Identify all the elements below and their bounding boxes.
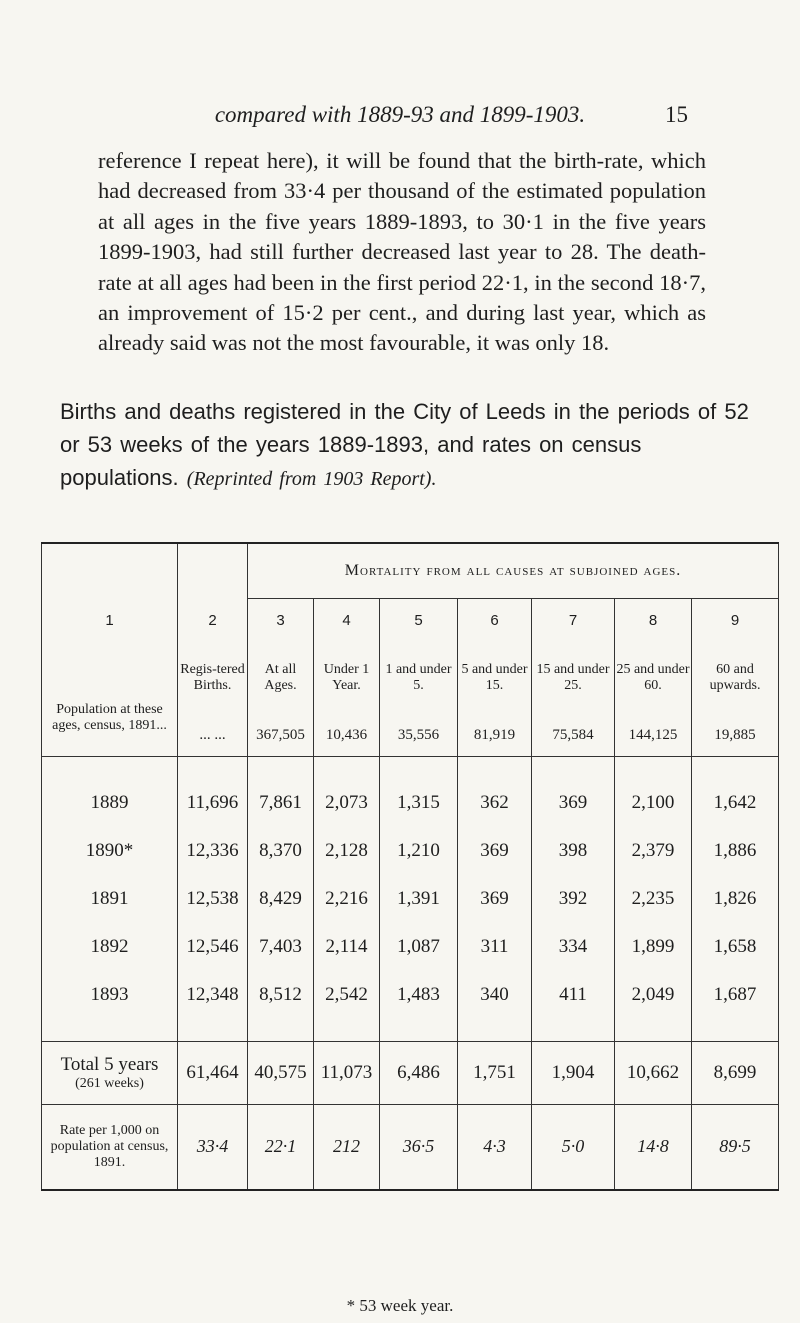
table-cell: 12,538 <box>178 875 248 923</box>
table-cell: 12,348 <box>178 971 248 1042</box>
rate-cell: 5·0 <box>532 1104 615 1190</box>
total-cell: 61,464 <box>178 1041 248 1104</box>
table-cell: 2,128 <box>314 827 380 875</box>
row-year: 1889 <box>42 756 178 827</box>
body-paragraph: reference I repeat here), it will be found that the birth-rate, which had decreased from 33·4 per thousand of the estimated population at all ages in the five years 1889-1893, to 30·1 in the five years 1899-1903, had still further decreased last year to 28. The death-rate at all ages had been in the first period 22·1, in the second 18·7, an improvement of 15·2 per cent., and during last year, which as already said was not the most favourable, it was only 18. <box>98 148 706 356</box>
footnote: * 53 week year. <box>346 1296 454 1315</box>
table-cell: 340 <box>458 971 532 1042</box>
table-cell: 369 <box>532 756 615 827</box>
col-label: 60 and upwards. <box>692 629 779 727</box>
table-cell: 1,826 <box>692 875 779 923</box>
table-cell: 12,546 <box>178 923 248 971</box>
table-cell: 2,235 <box>615 875 692 923</box>
table-cell: 12,336 <box>178 827 248 875</box>
col-label: 15 and under 25. <box>532 629 615 727</box>
table-cell: 369 <box>458 827 532 875</box>
page-number: 15 <box>665 102 688 127</box>
table-cell: 7,403 <box>248 923 314 971</box>
table-cell: 2,049 <box>615 971 692 1042</box>
population-value: 81,919 <box>458 727 532 744</box>
col-label: 1 and under 5. <box>380 629 458 727</box>
empty-header-cell <box>178 543 248 598</box>
table-cell: 1,658 <box>692 923 779 971</box>
col-number: 1 <box>42 598 178 629</box>
total-cell: 10,662 <box>615 1041 692 1104</box>
table-cell: 11,696 <box>178 756 248 827</box>
rate-cell: 89·5 <box>692 1104 779 1190</box>
mortality-header: Mortality from all causes at subjoined ages. <box>248 543 779 598</box>
population-value: 144,125 <box>615 727 692 744</box>
table-cell: 8,429 <box>248 875 314 923</box>
table-cell: 1,087 <box>380 923 458 971</box>
population-value: ... ... <box>178 727 248 744</box>
total-cell: 11,073 <box>314 1041 380 1104</box>
table-cell: 2,542 <box>314 971 380 1042</box>
population-value: 35,556 <box>380 727 458 744</box>
row-year: 1892 <box>42 923 178 971</box>
table-cell: 2,216 <box>314 875 380 923</box>
table-cell: 369 <box>458 875 532 923</box>
table-cell: 1,483 <box>380 971 458 1042</box>
rate-cell: 33·4 <box>178 1104 248 1190</box>
total-label-main: Total 5 years <box>60 1053 159 1075</box>
population-value: 367,505 <box>248 727 314 744</box>
col-number: 9 <box>692 598 779 629</box>
total-cell: 6,486 <box>380 1041 458 1104</box>
col-number: 8 <box>615 598 692 629</box>
rate-cell: 14·8 <box>615 1104 692 1190</box>
total-cell: 1,904 <box>532 1041 615 1104</box>
table-row <box>42 827 779 875</box>
table-cell: 8,512 <box>248 971 314 1042</box>
col-number: 2 <box>178 598 248 629</box>
col-number: 3 <box>248 598 314 629</box>
col-number: 7 <box>532 598 615 629</box>
mortality-table <box>41 542 779 1191</box>
rate-label: Rate per 1,000 on population at census, 1891. <box>42 1104 178 1190</box>
table-cell: 1,210 <box>380 827 458 875</box>
table-cell: 1,886 <box>692 827 779 875</box>
table-cell: 334 <box>532 923 615 971</box>
table-cell: 362 <box>458 756 532 827</box>
col-number: 4 <box>314 598 380 629</box>
table-caption <box>60 395 750 496</box>
population-value: 75,584 <box>532 727 615 744</box>
caption-note: (Reprinted from 1903 Report). <box>186 468 437 490</box>
table-cell: 411 <box>532 971 615 1042</box>
col-label: Regis-tered Births. <box>178 629 248 727</box>
total-label-sub: (261 weeks) <box>75 1075 144 1091</box>
table-cell: 2,114 <box>314 923 380 971</box>
rate-cell: 22·1 <box>248 1104 314 1190</box>
table-cell: 1,687 <box>692 971 779 1042</box>
table-cell: 1,391 <box>380 875 458 923</box>
table-cell: 392 <box>532 875 615 923</box>
caption-text: Births and deaths registered in the City of Leeds in the periods of 52 or 53 weeks of the years 1889-1893, and rates on census populations. <box>60 399 749 490</box>
table-row <box>42 875 779 923</box>
running-title: compared with 1889-93 and 1899-1903. <box>214 102 586 127</box>
row-year: 1891 <box>42 875 178 923</box>
table-cell: 2,100 <box>615 756 692 827</box>
empty-header-cell <box>42 543 178 598</box>
col-number: 6 <box>458 598 532 629</box>
col-label-population: Population at these ages, census, 1891... <box>42 629 178 744</box>
population-value: 19,885 <box>692 727 779 744</box>
total-cell: 1,751 <box>458 1041 532 1104</box>
total-cell: 40,575 <box>248 1041 314 1104</box>
table-cell: 311 <box>458 923 532 971</box>
col-label: Under 1 Year. <box>314 629 380 727</box>
col-number: 5 <box>380 598 458 629</box>
table-cell: 1,642 <box>692 756 779 827</box>
table-cell: 7,861 <box>248 756 314 827</box>
total-cell: 8,699 <box>692 1041 779 1104</box>
row-year: 1893 <box>42 971 178 1042</box>
table-row <box>42 756 779 827</box>
table-cell: 1,899 <box>615 923 692 971</box>
col-label: 5 and under 15. <box>458 629 532 727</box>
rate-cell: 36·5 <box>380 1104 458 1190</box>
total-label <box>42 1041 178 1104</box>
population-value: 10,436 <box>314 727 380 744</box>
col-label: 25 and under 60. <box>615 629 692 727</box>
row-year: 1890* <box>42 827 178 875</box>
table-cell: 1,315 <box>380 756 458 827</box>
rate-row <box>42 1104 779 1190</box>
rate-cell: 212 <box>314 1104 380 1190</box>
table-row <box>42 923 779 971</box>
rate-cell: 4·3 <box>458 1104 532 1190</box>
table-row <box>42 971 779 1042</box>
total-row <box>42 1041 779 1104</box>
table-cell: 2,073 <box>314 756 380 827</box>
table-cell: 398 <box>532 827 615 875</box>
col-label: At all Ages. <box>248 629 314 727</box>
table-cell: 2,379 <box>615 827 692 875</box>
running-header <box>0 102 800 138</box>
table-cell: 8,370 <box>248 827 314 875</box>
